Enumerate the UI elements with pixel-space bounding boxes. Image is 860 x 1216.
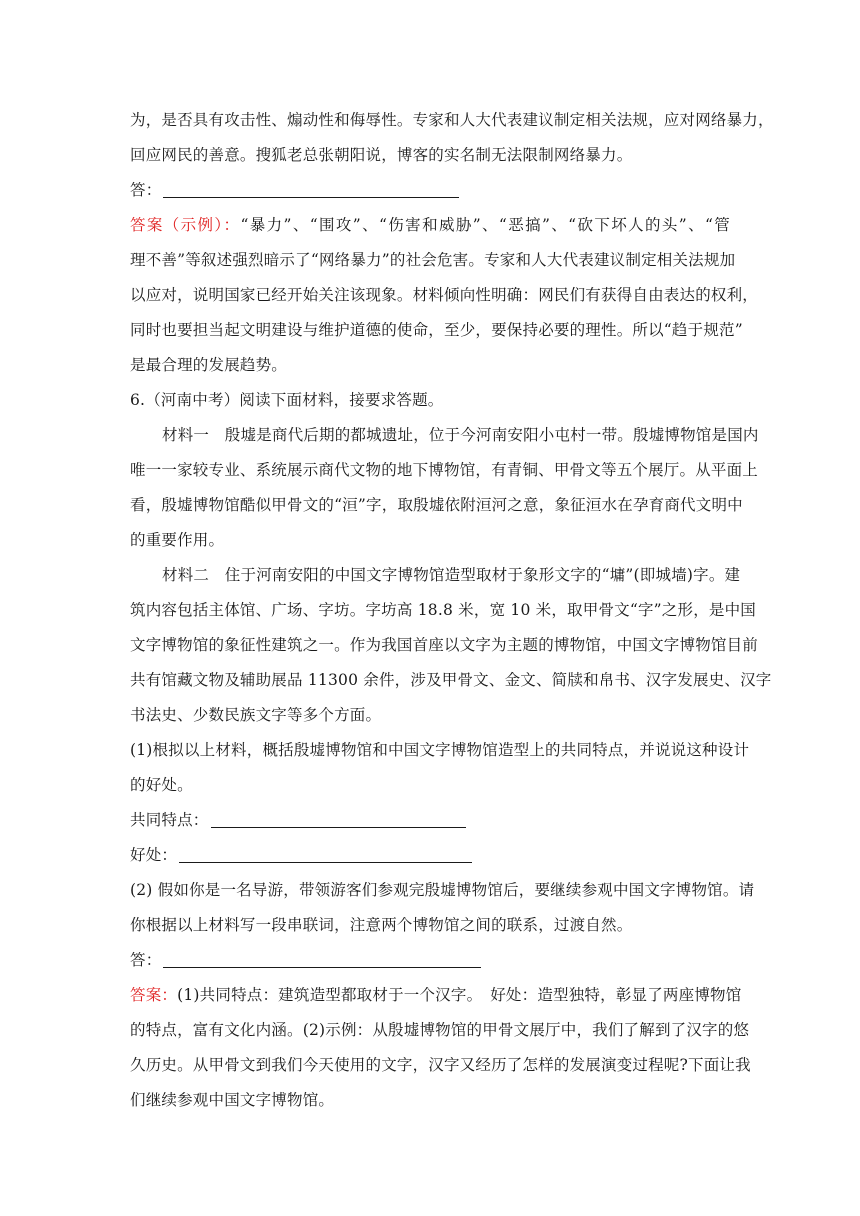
answer-example-label: 答案（示例）： [130, 216, 241, 234]
benefit-blank[interactable] [179, 846, 472, 863]
benefit-row [130, 845, 730, 865]
material-one-line: 唯一一家较专业、系统展示商代文物的地下博物馆，有青铜、甲骨文等五个展厅。从平面上 [130, 461, 759, 479]
benefit-label: 好处： [130, 846, 178, 864]
answer-example-text: “暴力”、“围攻”、“伤害和威胁”、“恶搞”、“砍下坏人的头”、“管 [240, 216, 731, 234]
material-two-line: 材料二 住于河南安阳的中国文字博物馆造型取材于象形文字的“墉”(即城墙)字。建 [162, 566, 741, 584]
answer-example-line: 以应对，说明国家已经开始关注该现象。材料倾向性明确：网民们有获得自由表达的权利， [130, 286, 759, 304]
answer-example-line: 同时也要担当起文明建设与维护道德的使命，至少，要保持必要的理性。所以“趋于规范” [130, 321, 743, 339]
common-feature-row [130, 810, 730, 830]
material-two-line: 书法史、少数民族文字等多个方面。 [130, 706, 382, 724]
material-one-line: 的重要作用。 [130, 531, 225, 549]
paragraph-line: 为，是否具有攻击性、煽动性和侮辱性。专家和人大代表建议制定相关法规，应对网络暴力， [130, 111, 774, 129]
answer-example-line [130, 215, 730, 235]
answer-label-red: 答案： [130, 986, 178, 1004]
sub-question-two-line: (2) 假如你是一名导游，带领游客们参观完殷墟博物馆后，要继续参观中国文字博物馆。请 [130, 881, 755, 899]
question-title: 6.（河南中考）阅读下面材料，接要求答题。 [130, 391, 444, 409]
answer-label: 答： [130, 181, 162, 199]
answer-example-line: 是最合理的发展趋势。 [130, 356, 288, 374]
common-feature-label: 共同特点： [130, 811, 209, 829]
answer-blank-line[interactable] [163, 181, 459, 198]
answer-example-line: 理不善”等叙述强烈暗示了“网络暴力”的社会危害。专家和人大代表建议制定相关法规加 [130, 251, 736, 269]
answer-line: 们继续参观中国文字博物馆。 [130, 1091, 335, 1109]
sub-question-one-line: 的好处。 [130, 776, 193, 794]
material-two-line: 文字博物馆的象征性建筑之一。作为我国首座以文字为主题的博物馆，中国文字博物馆目前 [130, 636, 759, 654]
answer-line: 久历史。从甲骨文到我们今天使用的文字，汉字又经历了怎样的发展演变过程呢?下面让我 [130, 1056, 751, 1074]
answer-line [130, 985, 742, 1005]
paragraph-line: 回应网民的善意。搜狐老总张朝阳说，博客的实名制无法限制网络暴力。 [130, 146, 633, 164]
answer-line: 的特点，富有文化内涵。(2)示例：从殷墟博物馆的甲骨文展厅中，我们了解到了汉字的悠 [130, 1021, 750, 1039]
sub-question-one-line: (1)根拟以上材料，概括殷墟博物馆和中国文字博物馆造型上的共同特点，并说说这种设计 [130, 741, 750, 759]
answer-label: 答： [130, 951, 162, 969]
common-feature-blank[interactable] [211, 811, 466, 828]
answer-blank-line[interactable] [163, 951, 481, 968]
sub-question-two-line: 你根据以上材料写一段串联词，注意两个博物馆之间的联系，过渡自然。 [130, 916, 633, 934]
answer-blank-row [130, 180, 730, 200]
answer-text: (1)共同特点：建筑造型都取材于一个汉字。 好处：造型独特，彰显了两座博物馆 [177, 986, 742, 1004]
material-two-line: 共有馆藏文物及辅助展品 11300 余件，涉及甲骨文、金文、简牍和帛书、汉字发展史、汉字 [130, 671, 772, 689]
material-one-line: 看，殷墟博物馆酷似甲骨文的“洹”字，取殷墟依附洹河之意，象征洹水在孕育商代文明中 [130, 496, 743, 514]
material-one-line: 材料一 殷墟是商代后期的都城遗址，位于今河南安阳小屯村一带。殷墟博物馆是国内 [162, 426, 759, 444]
material-two-line: 筑内容包括主体馆、广场、字坊。字坊高 18.8 米，宽 10 米，取甲骨文“字”之形，是中国 [130, 601, 756, 619]
answer-blank-row [130, 950, 730, 970]
